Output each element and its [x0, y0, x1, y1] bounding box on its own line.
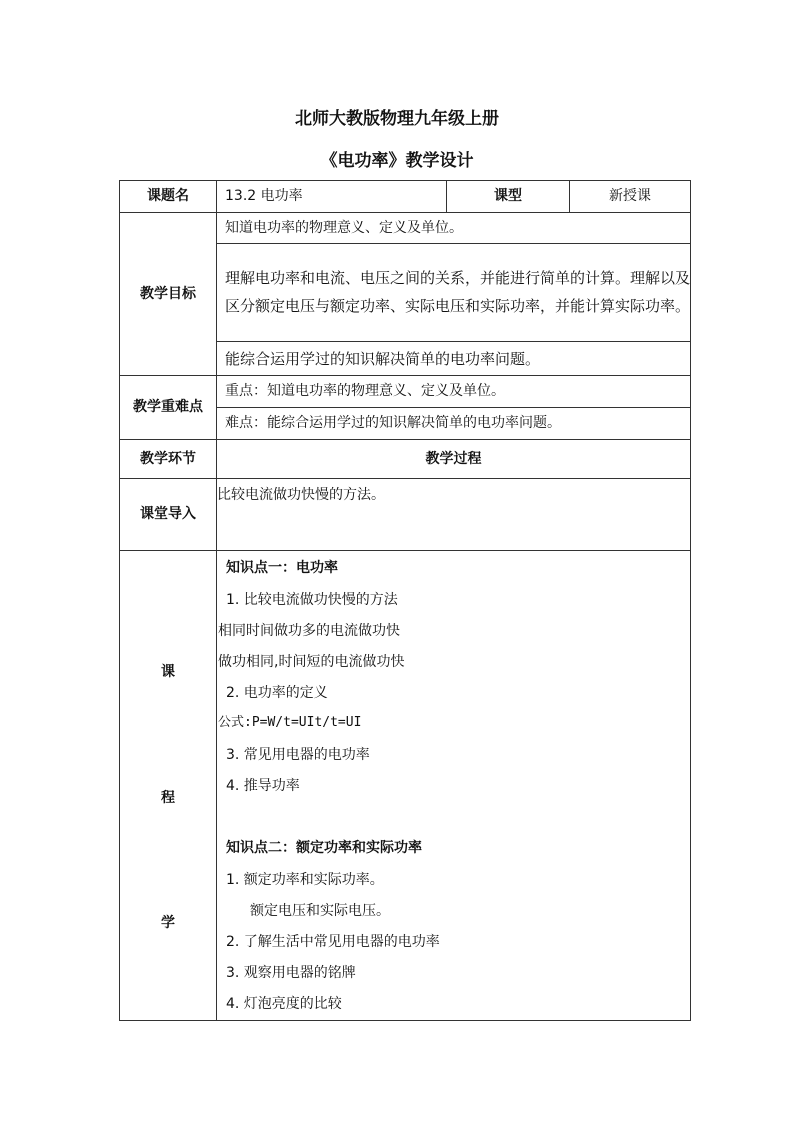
topic-label: 课题名	[120, 181, 217, 213]
course-line: 3. 常见用电器的电功率	[226, 747, 370, 763]
intro-text: 比较电流做功快慢的方法。	[217, 479, 691, 551]
course-row	[120, 551, 691, 1021]
course-line: 2. 了解生活中常见用电器的电功率	[226, 934, 440, 950]
course-line: 4. 推导功率	[226, 778, 300, 794]
objective-2: 理解电功率和电流、电压之间的关系，并能进行简单的计算。理解以及区分额定电压与额定功率、实际电压和实际功率，并能计算实际功率。	[217, 244, 691, 342]
course-line: 3. 观察用电器的铭牌	[226, 965, 356, 981]
topic-value: 13.2 电功率	[217, 181, 447, 213]
difficult-point: 难点：能综合运用学过的知识解决简单的电功率问题。	[217, 408, 691, 440]
document-title: 北师大教版物理九年级上册	[295, 109, 499, 129]
course-line: 相同时间做功多的电流做功快	[218, 623, 400, 639]
header-row	[120, 440, 691, 479]
course-line: 2. 电功率的定义	[226, 685, 328, 701]
course-line: 做功相同,时间短的电流做功快	[218, 654, 405, 670]
course-content-cell	[217, 551, 691, 1021]
stage-header: 教学环节	[120, 440, 217, 479]
key-label: 教学重难点	[120, 376, 217, 440]
type-value: 新授课	[570, 181, 691, 213]
key-point: 重点：知道电功率的物理意义、定义及单位。	[217, 376, 691, 408]
objective-row-1	[120, 213, 691, 244]
intro-row	[120, 479, 691, 551]
course-line: 1. 比较电流做功快慢的方法	[226, 592, 398, 608]
course-label-cell	[120, 551, 217, 1021]
objectives-label: 教学目标	[120, 213, 217, 376]
objective-3: 能综合运用学过的知识解决简单的电功率问题。	[217, 342, 691, 376]
course-formula: 公式:P=W/t=UIt/t=UI	[218, 715, 362, 730]
document-subtitle: 《电功率》教学设计	[320, 151, 474, 171]
course-line: 4. 灯泡亮度的比较	[226, 996, 342, 1012]
knowledge-point-1-heading: 知识点一：电功率	[226, 560, 338, 576]
course-char-1: 课	[161, 664, 175, 680]
objective-1: 知道电功率的物理意义、定义及单位。	[217, 213, 691, 244]
course-line: 1. 额定功率和实际功率。	[226, 872, 384, 888]
lesson-plan-table	[119, 180, 691, 1021]
course-char-2: 程	[161, 790, 175, 806]
course-line: 额定电压和实际电压。	[250, 903, 390, 919]
knowledge-point-2-heading: 知识点二：额定功率和实际功率	[226, 840, 422, 856]
key-row	[120, 376, 691, 408]
process-header: 教学过程	[217, 440, 691, 479]
type-label: 课型	[447, 181, 570, 213]
intro-label: 课堂导入	[120, 479, 217, 551]
topic-row	[120, 181, 691, 213]
course-char-3: 学	[161, 915, 175, 931]
